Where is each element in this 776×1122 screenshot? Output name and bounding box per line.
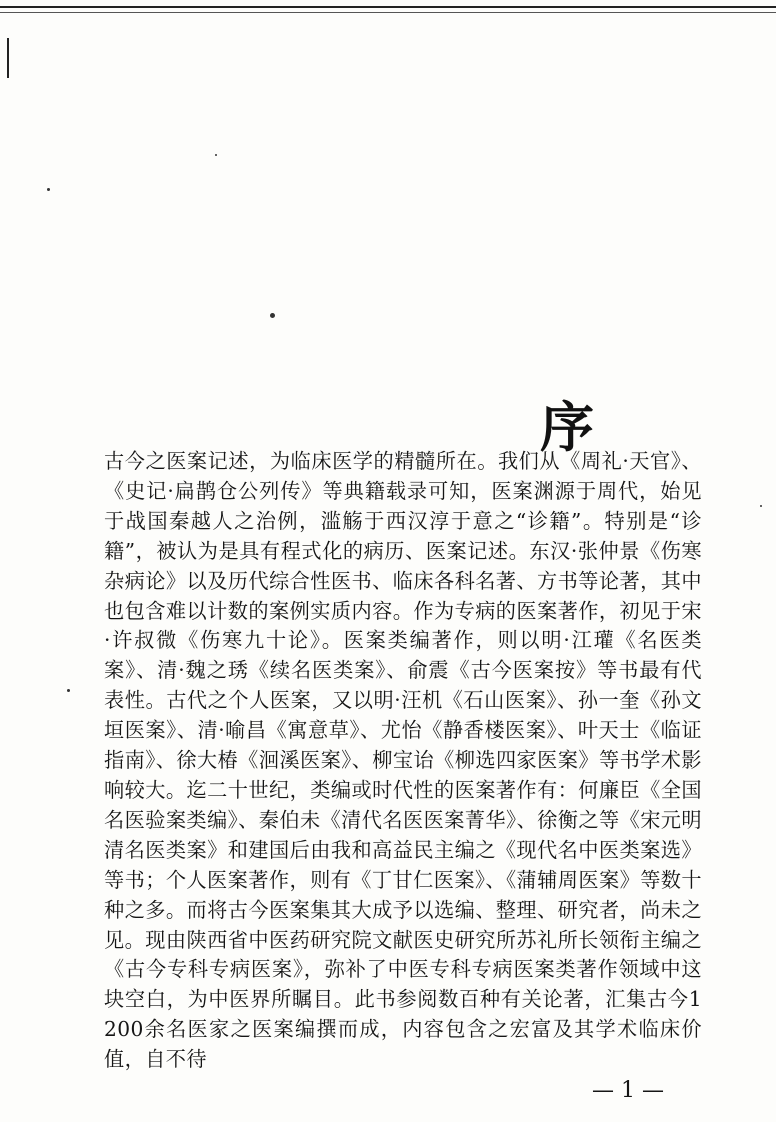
scan-speck	[270, 313, 275, 318]
scan-speck	[760, 505, 762, 507]
scan-speck	[47, 188, 50, 191]
page-title: 序	[540, 395, 594, 460]
preface-paragraph: 古今之医案记述，为临床医学的精髓所在。我们从《周礼·天官》、《史记·扁鹊仓公列传》等典籍载录可知，医案渊源于周代，始见于战国秦越人之治例，滥觞于西汉淳于意之“诊籍”。特别是“诊籍”，被认为是具有程式化的病历、医案记述。东汉·张仲景《伤寒杂病论》以及历代综合性医书、临床各科名著、方书等论著，其中也包含难以计数的案例实质内容。作为专病的医案著作，初见于宋·许叔微《伤寒九十论》。医案类编著作，则以明·江瓘《名医类案》、清·魏之琇《续名医类案》、俞震《古今医案按》等书最有代表性。古代之个人医案，又以明·汪机《石山医案》、孙一奎《孙文垣医案》、清·喻昌《寓意草》、尤怡《静香楼医案》、叶天士《临证指南》、徐大椿《洄溪医案》、柳宝诒《柳选四家医案》等书学术影响较大。迄二十世纪，类编或时代性的医案著作有：何廉臣《全国名医验案类编》、秦伯未《清代名医医案菁华》、徐衡之等《宋元明清名医类案》和建国后由我和高益民主编之《现代名中医类案选》等书；个人医案著作，则有《丁甘仁医案》、《蒲辅周医案》等数十种之多。而将古今医案集其大成予以选编、整理、研究者，尚未之见。现由陕西省中医药研究院文献医史研究所苏礼所长领衔主编之《古今专科专病医案》，弥补了中医专科专病医案类著作领域中这块空白，为中医界所瞩目。此书参阅数百种有关论著，汇集古今1 200余名医家之医案编撰而成，内容包含之宏富及其学术临床价值，自不待	[104, 449, 702, 1072]
scan-top-rule	[0, 6, 776, 13]
scan-speck	[215, 154, 217, 156]
page-number: — 1 —	[592, 1078, 664, 1103]
scan-left-mark	[7, 38, 9, 78]
scan-speck	[67, 689, 70, 692]
